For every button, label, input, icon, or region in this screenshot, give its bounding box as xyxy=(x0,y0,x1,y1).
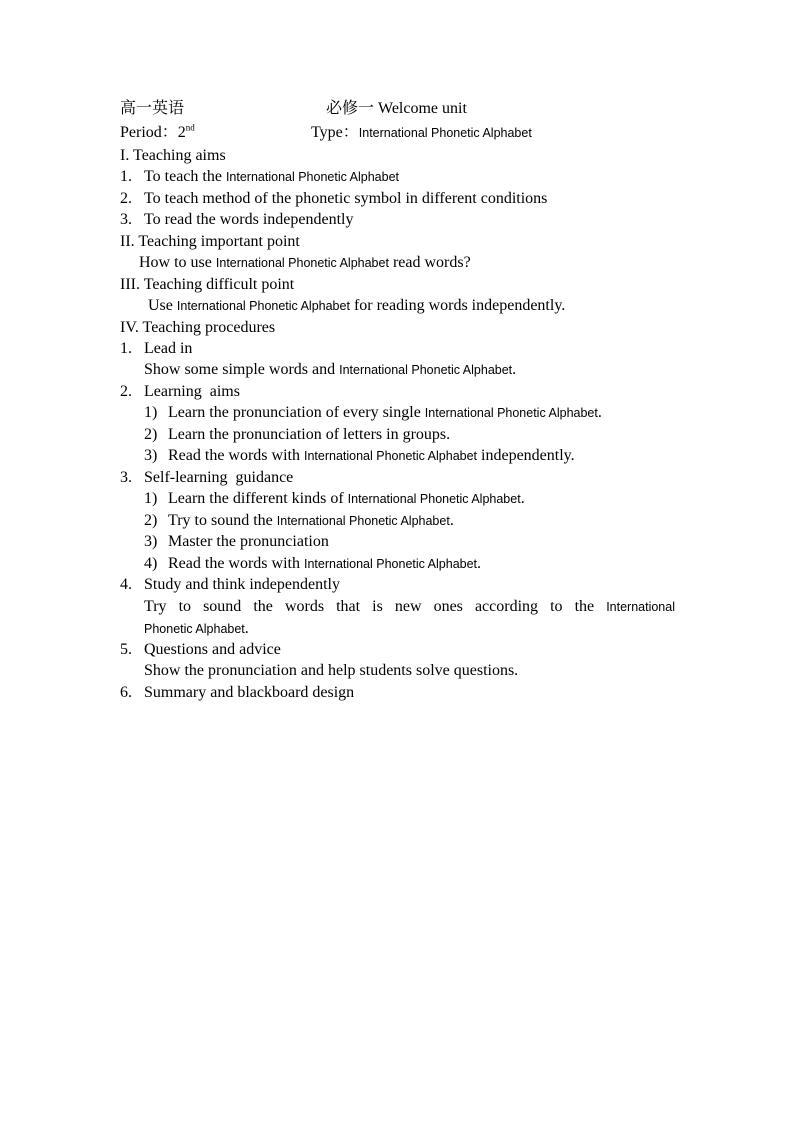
type-label: Type： xyxy=(311,124,359,141)
procedure-item-3 xyxy=(120,468,293,488)
sub-ipa: International Phonetic Alphabet xyxy=(276,514,450,528)
procedure-item-4 xyxy=(120,575,340,595)
book-unit xyxy=(326,99,467,119)
detail-post: . xyxy=(244,620,249,637)
book-unit-label: 必修一 Welcome unit xyxy=(326,100,467,117)
sub-pre: Learn the pronunciation of letters in groups. xyxy=(168,426,451,443)
sub-item xyxy=(144,403,602,423)
sub-number: 2) xyxy=(144,512,158,529)
sub-number: 3) xyxy=(144,447,158,464)
aim-number: 3. xyxy=(120,211,132,228)
aim-text: To teach the xyxy=(144,168,226,185)
procedure-number: 1. xyxy=(120,340,132,357)
procedure-title: Summary and blackboard design xyxy=(144,684,355,701)
procedure-number: 3. xyxy=(120,469,132,486)
important-point xyxy=(139,253,471,273)
sub-number: 2) xyxy=(144,426,158,443)
sub-number: 1) xyxy=(144,404,158,421)
aims-heading: I. Teaching aims xyxy=(120,147,226,164)
sub-item xyxy=(144,489,525,509)
aim-text: To read the words independently xyxy=(144,211,354,228)
period-sup: nd xyxy=(185,122,195,133)
difficult-point xyxy=(148,296,565,316)
procedure-number: 5. xyxy=(120,641,132,658)
detail-ipa: Phonetic Alphabet xyxy=(144,622,245,636)
sub-number: 4) xyxy=(144,555,158,572)
sub-post: . xyxy=(477,555,482,572)
aim-number: 1. xyxy=(120,168,132,185)
sub-pre: Master the pronunciation xyxy=(168,533,329,550)
important-heading: II. Teaching important point xyxy=(120,233,300,250)
aim-number: 2. xyxy=(120,190,132,207)
difficult-post: for reading words independently. xyxy=(349,297,566,314)
sub-post: . xyxy=(520,490,525,507)
detail-post: . xyxy=(512,361,517,378)
detail-ipa: International xyxy=(606,600,675,614)
procedure-detail-line-1 xyxy=(144,597,675,617)
aim-ipa: International Phonetic Alphabet xyxy=(225,170,399,184)
procedure-detail xyxy=(144,360,516,380)
procedure-title: Questions and advice xyxy=(144,641,281,658)
aim-text: To teach method of the phonetic symbol in different conditions xyxy=(144,190,548,207)
sub-number: 1) xyxy=(144,490,158,507)
difficult-pre: Use xyxy=(148,297,177,314)
detail-text: Try to sound the words that is new ones according to the xyxy=(144,598,607,615)
sub-item xyxy=(144,446,575,466)
type-value: International Phonetic Alphabet xyxy=(358,126,532,140)
sub-pre: Try to sound the xyxy=(168,512,277,529)
aim-item-3 xyxy=(120,210,353,230)
sub-item xyxy=(144,511,454,531)
procedure-item-6 xyxy=(120,683,354,703)
sub-pre: Learn the pronunciation of every single xyxy=(168,404,425,421)
procedure-title: Self-learning guidance xyxy=(144,469,294,486)
procedure-title: Study and think independently xyxy=(144,576,340,593)
sub-ipa: International Phonetic Alphabet xyxy=(303,449,478,463)
procedure-item-5 xyxy=(120,640,281,660)
important-pre: How to use xyxy=(139,254,216,271)
procedure-title: Learning aims xyxy=(144,383,240,400)
sub-ipa: International Phonetic Alphabet xyxy=(303,557,478,571)
aim-item-2 xyxy=(120,189,547,209)
period-line xyxy=(120,123,195,143)
course-name xyxy=(120,99,184,119)
sub-ipa: International Phonetic Alphabet xyxy=(424,406,598,420)
procedure-number: 6. xyxy=(120,684,132,701)
procedure-detail-line-2 xyxy=(144,619,249,639)
detail-text: Show the pronunciation and help students solve questions. xyxy=(144,662,519,679)
sub-post: . xyxy=(597,404,602,421)
important-ipa: International Phonetic Alphabet xyxy=(215,256,389,270)
type-line xyxy=(311,123,532,143)
important-post: read words? xyxy=(388,254,471,271)
course-label: 高一英语 xyxy=(120,100,185,117)
difficult-ipa: International Phonetic Alphabet xyxy=(176,299,350,313)
procedure-title: Lead in xyxy=(144,340,193,357)
detail-pre: Show some simple words and xyxy=(144,361,340,378)
aim-item-1 xyxy=(120,167,399,187)
sub-item xyxy=(144,425,450,445)
difficult-heading: III. Teaching difficult point xyxy=(120,276,295,293)
sub-number: 3) xyxy=(144,533,158,550)
procedures-heading: IV. Teaching procedures xyxy=(120,319,276,336)
sub-item xyxy=(144,532,329,552)
sub-pre: Read the words with xyxy=(168,555,304,572)
sub-ipa: International Phonetic Alphabet xyxy=(347,492,521,506)
procedure-item-2 xyxy=(120,382,240,402)
procedure-number: 2. xyxy=(120,383,132,400)
sub-post: . xyxy=(449,512,454,529)
period-label: Period： xyxy=(120,124,178,141)
procedure-number: 4. xyxy=(120,576,132,593)
sub-pre: Read the words with xyxy=(168,447,304,464)
sub-pre: Learn the different kinds of xyxy=(168,490,348,507)
sub-post: independently. xyxy=(477,447,575,464)
sub-item xyxy=(144,554,481,574)
procedure-item-1 xyxy=(120,339,192,359)
period-value: 2 xyxy=(177,124,186,141)
procedure-detail xyxy=(144,661,518,681)
detail-ipa: International Phonetic Alphabet xyxy=(339,363,513,377)
